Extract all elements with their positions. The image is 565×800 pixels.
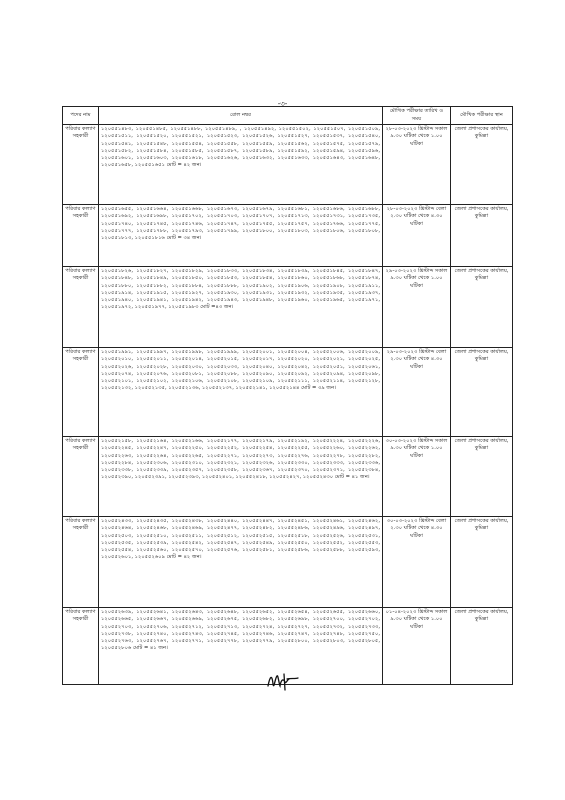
interview-venue: জেলা প্রশাসকের কার্যালয়, কুমিল্লা: [451, 348, 513, 437]
header-venue: মৌখিক পরীক্ষার স্থান: [451, 107, 513, 125]
page-number: -৩-: [277, 100, 288, 108]
interview-date: ২৮-০৩-২০২৩ খ্রিস্টাব্দ সকাল ৯.৩০ ঘটিকা থেকে ১.০০ ঘটিকা: [383, 125, 451, 205]
post-name: পরিবার কল্যাণ সহকারী: [63, 348, 99, 437]
table-row: [63, 437, 513, 517]
interview-date: ০১-০৪-২০২৩ খ্রিস্টাব্দ সকাল ৯.৩০ ঘটিকা থেকে ১.০০ ঘটিকা: [383, 608, 451, 685]
post-name: পরিবার কল্যাণ সহকারী: [63, 205, 99, 267]
interview-date: ৩০-০৩-২০২৩ খ্রিস্টাব্দ বেলা ২.৩০ ঘটিকা থেকে ৪.৩০ ঘটিকা: [383, 517, 451, 608]
signature: [266, 670, 300, 692]
interview-schedule-table: [62, 106, 513, 685]
interview-date: ২৯-০৩-২০২৩ খ্রিস্টাব্দ সকাল ৯.৩০ ঘটিকা থেকে ১.০০ ঘটিকা: [383, 267, 451, 348]
interview-venue: জেলা প্রশাসকের কার্যালয়, কুমিল্লা: [451, 437, 513, 517]
post-name: পরিবার কল্যাণ সহকারী: [63, 608, 99, 685]
post-name: পরিবার কল্যাণ সহকারী: [63, 125, 99, 205]
roll-numbers: ১২০৫৫২৬৩৯, ১২০৫৫২৬৪১, ১২০৫৫২৬৪৩, ১২০৫৫২৬৪৮, ১২০৫৫২৬৫২, ১২০৫৫২৬৫৪, ১২০৫৫২৬৫৫, ১২০৫৫২৬৬০, ১২০৫৫২৬৬৫, ১২০৫৫২৬৬৭, ১২০৫৫২৬৬৯, ১২০৫৫২৬৭৫, ১২০৫৫২৬৮২, ১২০৫৫২৬৯৮, ১২০৫৫২৭০০, ১২০৫৫২৭০২, ১২০৫৫২৭০৩, ১২০৫৫২৭০৬, ১২০৫৫২৭১২, ১২০৫৫২৭১৩, ১২০৫৫২৭২৪, ১২০৫৫২৭২৭, ১২০৫৫২৭৩২, ১২০৫৫২৭৩৩, ১২০৫৫২৭৩৮, ১২০৫৫২৭৪০, ১২০৫৫২৭৪৩, ১২০৫৫২৭৪৫, ১২০৫৫২৭৪৬, ১২০৫৫২৭৪৭, ১২০৫৫২৭৪৮, ১২০৫৫২৭৫০, ১২০৫৫২৭৬৩, ১২০৫৫২৭৬৭, ১২০৫৫২৭৭১, ১২০৫৫২৭৭৮, ১২০৫৫২৭৭৯, ১২০৫৫২৮০০, ১২০৫৫২৮০৩, ১২০৫৫২৮০৫, ১২০৫৫২৮০৬ মোট = ৪১ জন।: [99, 608, 383, 685]
roll-numbers: ১২০৫৫১৮২৬, ১২০৫৫১৮২৭, ১২০৫৫১৮২৯, ১২০৫৫১৮৩৩, ১২০৫৫১৮৩৪, ১২০৫৫১৮৩৯, ১২০৫৫১৮৪৫, ১২০৫৫১৮৪৭, ১২০৫৫১৮৪৮, ১২০৫৫১৮৪৯, ১২০৫৫১৮৫০, ১২০৫৫১৮৫৩, ১২০৫৫১৮৫৪, ১২০৫৫১৮৬০, ১২০৫৫১৮৬৮, ১২০৫৫১৮৭৪, ১২০৫৫১৮৮০, ১২০৫৫১৮৮২, ১২০৫৫১৮৮৪, ১২০৫৫১৮৮৮, ১২০৫৫১৯০২, ১২০৫৫১৯০৬, ১২০৫৫১৯০৮, ১২০৫৫১৯১১, ১২০৫৫১৯১৪, ১২০৫৫১৯১৫, ১২০৫৫১৯২৭, ১২০৫৫১৯৩০, ১২০৫৫১৯৩১, ১২০৫৫১৯৩২, ১২০৫৫১৯৩৫, ১২০৫৫১৯৩৭, ১২০৫৫১৯৪০, ১২০৫৫১৯৪১, ১২০৫৫১৯৪২, ১২০৫৫১৯৪৩, ১২০৫৫১৯৪৮, ১২০৫৫১৯৬০, ১২০৫৫১৯৬৫, ১২০৫৫১৯৭১, ১২০৫৫১৯৭২, ১২০৫৫১৯৭৭, ১২০৫৫১৯৮৩ মোট =৪৩ জন।: [99, 267, 383, 348]
interview-venue: জেলা প্রশাসকের কার্যালয়, কুমিল্লা: [451, 267, 513, 348]
interview-venue: জেলা প্রশাসকের কার্যালয়, কুমিল্লা: [451, 205, 513, 267]
roll-numbers: ১২০৫৫১৪৮৩, ১২০৫৫১৪৮৫, ১২০৫৫১৪৮৮, ১২০৫৫১৪৮৯, , ১২০৫৫১৪৯২, ১২০৫৫১৫০২, ১২০৫৫১৫০৭, ১২০৫৫১৫০৯, ১২০৫৫১৫১১, ১২০৫৫১৫২০, ১২০৫৫১৫২১, ১২০৫৫১৫২৩, ১২০৫৫১৫২৬, ১২০৫৫১৫২৭, ১২০৫৫১৫৩৭, ১২০৫৫১৫৪০, ১২০৫৫১৫৪১, ১২০৫৫১৫৪৮, ১২০৫৫১৫৫৪, ১২০৫৫১৫৫৮, ১২০৫৫১৫৫৯, ১২০৫৫১৫৬২, ১২০৫৫১৫৭৫, ১২০৫৫১৫৭৯, ১২০৫৫১৫৮২, ১২০৫৫১৫৮৪, ১২০৫৫১৫৮৫, ১২০৫৫১৫৮৭, ১২০৫৫১৫৮৯, ১২০৫৫১৫৯২, ১২০৫৫১৫৯৪, ১২০৫৫১৫৯৬, ১২০৫৫১৬০১, ১২০৫৫১৬০৩, ১২০৫৫১৬১৮, ১২০৫৫১৬২৬, ১২০৫৫১৬৩২, ১২০৫৫১৬৩৩, ১২০৫৫১৬৪৩, ১২০৫৫১৬৪৮, ১২০৫৫১৬৫৮, ১২০৫৫১৬৫১ মোট = ৪২ জন।: [99, 125, 383, 205]
interview-venue: জেলা প্রশাসকের কার্যালয়, কুমিল্লা: [451, 608, 513, 685]
table-header-row: [63, 107, 513, 125]
interview-date: ৩০-০৩-২০২৩ খ্রিস্টাব্দ সকাল ৯.৩০ ঘটিকা থেকে ১.০০ ঘটিকা: [383, 437, 451, 517]
roll-numbers: ১২০৫৫১৬৫৫, ১২০৫৫১৬৬৪, ১২০৫৫১৬৬৮, ১২০৫৫১৬৭৩, ১২০৫৫১৬৭৯, ১২০৫৫১৬৮১, ১২০৫৫১৬৮৬, ১২০৫৫১৬৮৮, ১২০৫৫১৬৯২, ১২০৫৫১৬৯৮, ১২০৫৫১৭০২, ১২০৫৫১৭০৩, ১২০৫৫১৭০৭, ১২০৫৫১৭১৩, ১২০৫৫১৭৩১, ১২০৫৫১৭৩৫, ১২০৫৫১৭৪০, ১২০৫৫১৭৪৫, ১২০৫৫১৭৪৬, ১২০৫৫১৭৪৭, ১২০৫৫১৭৫৫, ১২০৫৫১৭৫৭, ১২০৫৫১৭৬৬, ১২০৫৫১৭৭৫, ১২০৫৫১৭৭৭, ১২০৫৫১৭৮৮, ১২০৫৫১৭৯৩, ১২০৫৫১৭৯৯, ১২০৫৫১৮০০, ১২০৫৫১৮০৩, ১২০৫৫১৮০৬, ১২০৫৫১৮০৮, ১২০৫৫১৮১৩, ১২০৫৫১৮১৬ মোট = ৩৪ জন।: [99, 205, 383, 267]
interview-venue: জেলা প্রশাসকের কার্যালয়, কুমিল্লা: [451, 125, 513, 205]
header-post: পদের নাম: [63, 107, 99, 125]
roll-numbers: ১২০৫৫২৪৩৩, ১২০৫৫২৪৩৫, ১২০৫৫২৪৩৮, ১২০৫৫২৪৪০, ১২০৫৫২৪৪৭, ১২০৫৫২৪৫১, ১২০৫৫২৪৬১, ১২০৫৫২৪৬২, ১২০৫৫২৪৬৪, ১২০৫৫২৪৬৮, ১২০৫৫২৪৬৯, ১২০৫৫২৪৭৭, ১২০৫৫২৪৮২, ১২০৫৫২৪৮৬, ১২০৫৫২৪৯৬, ১২০৫৫২৪৯৭, ১২০৫৫২৫০৩, ১২০৫৫২৫১০, ১২০৫৫২৫১১, ১২০৫৫২৫১২, ১২০৫৫২৫১৫, ১২০৫৫২৫১৮, ১২০৫৫২৫২৬, ১২০৫৫২৫৩১, ১২০৫৫২৫৩৫, ১২০৫৫২৫৩৯, ১২০৫৫২৫৪২, ১২০৫৫২৫৪৭, ১২০৫৫২৫৪৯, ১২০৫৫২৫৫০, ১২০৫৫২৫৫২, ১২০৫৫২৫৫৩, ১২০৫৫২৫৫৪, ১২০৫৫২৫৬০, ১২০৫৫২৫৭০, ১২০৫৫২৫৭৬, ১২০৫৫২৫৮১, ১২০৫৫২৫৮৬, ১২০৫৫২৫৮৮, ১২০৫৫২৫৯৩, ১২০৫৫২৬০১, ১২০৫৫২৬০৯ মোট = ৪২ জন।: [99, 517, 383, 608]
interview-date: ২৯-০৩-২০২৩ খ্রিস্টাব্দ বেলা ২.৩০ ঘটিকা থেকে ৪.৩০ ঘটিকা: [383, 348, 451, 437]
post-name: পরিবার কল্যাণ সহকারী: [63, 267, 99, 348]
header-roll: রোল নম্বর: [99, 107, 383, 125]
table-row: [63, 205, 513, 267]
post-name: পরিবার কল্যাণ সহকারী: [63, 437, 99, 517]
interview-venue: জেলা প্রশাসকের কার্যালয়, কুমিল্লা: [451, 517, 513, 608]
roll-numbers: ১২০৫৫২১৫৮, ১২০৫৫২১৬৪, ১২০৫৫২১৬৬, ১২০৫৫২১৭৭, ১২০৫৫২১৭৯, ১২০৫৫২১৯২, ১২০৫৫২২২৪, ১২০৫৫২২২৬, ১২০৫৫২২৪৫, ১২০৫৫২২৪৭, ১২০৫৫২২৫০, ১২০৫৫২২৫২, ১২০৫৫২২৫৪, ১২০৫৫২২৫৫, ১২০৫৫২২৬০, ১২০৫৫২২৬২, ১২০৫৫২২৬৩, ১২০৫৫২২৬৪, ১২০৫৫২২৬৫, ১২০৫৫২২৭১, ১২০৫৫২২৭৩, ১২০৫৫২২৭৬, ১২০৫৫২২৭৮, ১২০৫৫২২৮২, ১২০৫৫২২৮৪, ১২০৫৫২৩০৬, ১২০৫৫২৩১০, ১২০৫৫২৩২১, ১২০৫৫২৩২৬, ১২০৫৫২৩৩০, ১২০৫৫২৩৩৩, ১২০৫৫২৩৩৬, ১২০৫৫২৩৩৮, ১২০৫৫২৩৩৯, ১২০৫৫২৩৫৭, ১২০৫৫২৩৫৮, ১২০৫৫২৩৬৭, ১২০৫৫২৩৭০, ১২০৫৫২৩৭১, ১২০৫৫২৩৮৪, ১২০৫৫২৩৯০, ১২০৫৫২৩৯১, ১২০৫৫২৩৯৩, ১২০৫৫২৪০১, ১২০৫৫২৪১৮, ১২০৫৫২৪২৭, ১২০৫৫২৪৩০ মোট = ৪১ জন।: [99, 437, 383, 517]
roll-numbers: ১২০৫৫১৯৯১, ১২০৫৫১৯৯৭, ১২০৫৫১৯৯৮, ১২০৫৫১৯৯৯, ১২০৫৫২০০১, ১২০৫৫২০০৪, ১২০৫৫২০০৬, ১২০৫৫২০০৯, ১২০৫৫২০১০, ১২০৫৫২০১১, ১২০৫৫২০১৪, ১২০৫৫২০১৫, ১২০৫৫২০১৭, ১২০৫৫২০২০, ১২০৫৫২০২১, ১২০৫৫২০২৫, ১২০৫৫২০২৬, ১২০৫৫২০২৮, ১২০৫৫২০৩০, ১২০৫৫২০৩৩, ১২০৫৫২০৪০, ১২০৫৫২০৪২, ১২০৫৫২০৫১, ১২০৫৫২০৬১, ১২০৫৫২০৭৪, ১২০৫৫২০৭৬, ১২০৫৫২০৮১, ১২০৫৫২০৮৮, ১২০৫৫২০৯০, ১২০৫৫২০৯২, ১২০৫৫২০৯৪, ১২০৫৫২০৯৮, ১২০৫৫২১০১, ১২০৫৫২১০২, ১২০৫৫২১০৬, ১২০৫৫২১০৮, ১২০৫৫২১০৯, ১২০৫৫২১১১, ১২০৫৫২১১৪, ১২০৫৫২১২৮, ১২০৫৫২১৩২, ১২০৫৫২১৩৫, ১২০৫৫২১৩৬, ১২০৫৫২১৩৭, ১২০৫৫২১৪১, ১২০৫৫২১৪৪ মোট = ৩৯ জন।: [99, 348, 383, 437]
post-name: পরিবার কল্যাণ সহকারী: [63, 517, 99, 608]
table-row: [63, 125, 513, 205]
table-row: [63, 348, 513, 437]
header-date: মৌখিক পরীক্ষার তারিখ ও সময়: [383, 107, 451, 125]
table-row: [63, 517, 513, 608]
interview-date: ২৮-০৩-২০২৩ খ্রিস্টাব্দ বেলা ২.৩০ ঘটিকা থেকে ৪.৩০ ঘটিকা: [383, 205, 451, 267]
table-row: [63, 267, 513, 348]
